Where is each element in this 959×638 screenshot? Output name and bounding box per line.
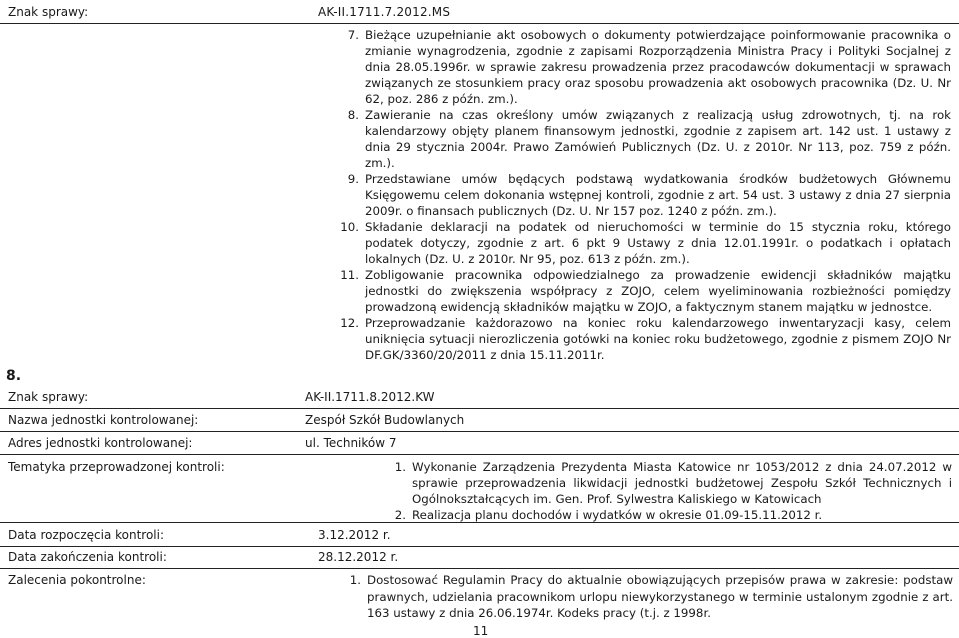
section-heading: 8. — [6, 368, 22, 384]
divider — [0, 454, 959, 455]
address-label: Adres jednostki kontrolowanej: — [8, 436, 193, 450]
end-date-label: Data zakończenia kontroli: — [8, 550, 167, 564]
list-item: 7. Bieżące uzupełnianie akt osobowych o dokumenty potwierdzające poinformowanie pracownika o zmianie wynagrodzenia, zgodnie z zapisami Rozporządzenia Ministra Pracy i Polityki Socjalnej z dnia 28.05.1996r. w sprawie zakresu prowadzenia przez pracodawców dokumentacji w sprawach związanych ze stosunkiem pracy oraz sposobu prowadzenia akt osobowych pracownika (Dz. U. Nr 62, poz. 286 z późn. zm.). — [347, 28, 951, 106]
divider — [0, 23, 959, 24]
recommendations-label: Zalecenia pokontrolne: — [8, 573, 146, 587]
divider — [0, 431, 959, 432]
start-date: 3.12.2012 r. — [318, 528, 391, 542]
list-item: 1. Wykonanie Zarządzenia Prezydenta Miasta Katowice nr 1053/2012 z dnia 24.07.2012 w sprawie przeprowadzenia likwidacji jednostki budżetowej Zespołu Szkół Technicznych i Ogólnokształcących im. Gen. Prof. Sylwestra Kaliskiego w Katowicach — [394, 460, 952, 506]
list-item: 9. Przedstawiane umów będących podstawą wydatkowania środków budżetowych Głównemu Księgowemu celem dokonania wstępnej kontroli, zgodnie z art. 54 ust. 3 ustawy z dnia 27 sierpnia 2009r. o finansach publicznych (Dz. U. Nr 157 poz. 1240 z późn. zm.). — [347, 172, 951, 218]
list-item: 12. Przeprowadzanie każdorazowo na koniec roku kalendarzowego inwentaryzacji kasy, celem uniknięcia sytuacji nierozliczenia gotówki na koniec roku budżetowego, zgodnie z pismem ZOJO Nr DF.GK/3360/20/2011 z dnia 15.11.2011r. — [340, 316, 951, 362]
unit-label: Nazwa jednostki kontrolowanej: — [8, 413, 199, 427]
end-date: 28.12.2012 r. — [318, 550, 399, 564]
start-date-label: Data rozpoczęcia kontroli: — [8, 528, 165, 542]
list-item: 1. Dostosować Regulamin Pracy do aktualnie obowiązujących przepisów prawa w zakresie: podstaw prawnych, udzielania pracownikom urlopu niewykorzystanego w terminie ustalonym zgodnie z art. 163 ustawy z dnia 26.06.1974r. Kodeks pracy (t.j. z 1998r. — [349, 573, 953, 620]
address-value: ul. Techników 7 — [305, 436, 397, 450]
list-item: 10. Składanie deklaracji na podatek od nieruchomości w terminie do 15 stycznia roku, którego podatek dotyczy, zgodnie z art. 6 pkt 9 Ustawy z dnia 12.01.1991r. o podatkach i opłatach lokalnych (Dz. U. z 2010r. Nr 95, poz. 613 z późn. zm.). — [340, 220, 951, 266]
divider — [0, 568, 959, 569]
unit-name: Zespół Szkół Budowlanych — [305, 413, 465, 427]
divider — [0, 408, 959, 409]
recommendations-list — [337, 27, 951, 363]
case-number: AK-II.1711.8.2012.KW — [305, 390, 435, 404]
topics-list — [374, 459, 952, 523]
list-item: 2. Realizacja planu dochodów i wydatków w okresie 01.09-15.11.2012 r. — [394, 508, 823, 522]
topics-label: Tematyka przeprowadzonej kontroli: — [8, 460, 225, 474]
page-number: 11 — [473, 624, 489, 638]
case-number: AK-II.1711.7.2012.MS — [318, 5, 451, 19]
divider — [0, 522, 959, 523]
list-item: 11. Zobligowanie pracownika odpowiedzialnego za prowadzenie ewidencji składników majątku jednostki do zwiększenia współpracy z ZOJO, celem wyeliminowania rozbieżności pomiędzy prowadzoną ewidencją składników majątku w ZOJO, a faktycznym stanem majątku w jednostce. — [340, 268, 951, 314]
list-item: 8. Zawieranie na czas określony umów związanych z realizacją usług zdrowotnych, tj. na rok kalendarzowy objęty planem finansowym jednostki, zgodnie z zapisem art. 142 ust. 1 ustawy z dnia 29 stycznia 2004r. Prawo Zamówień Publicznych (Dz. U. z 2010r. Nr 113, poz. 759 z późn. zm.). — [347, 108, 951, 170]
divider — [0, 546, 959, 547]
case-label: Znak sprawy: — [8, 390, 89, 404]
recommendations-list — [337, 572, 953, 622]
case-label: Znak sprawy: — [8, 5, 89, 19]
